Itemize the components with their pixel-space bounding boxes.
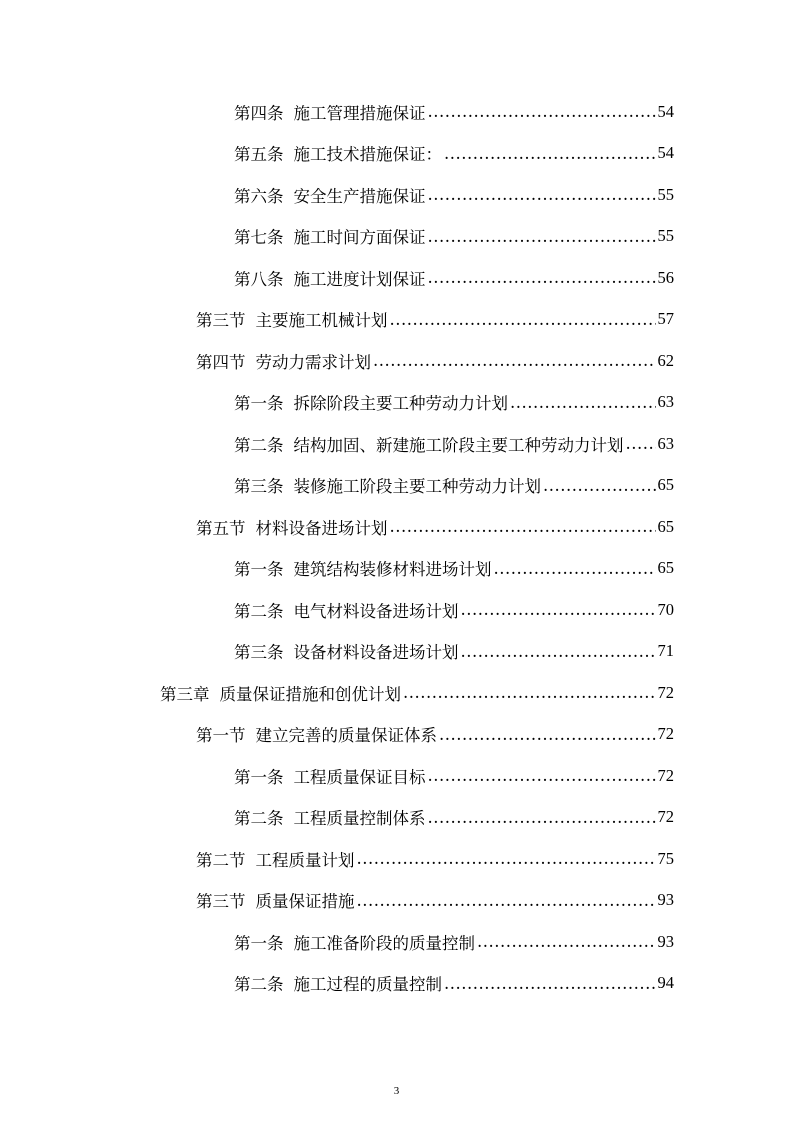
toc-entry[interactable] [0,257,674,299]
toc-entry-page: 54 [657,101,674,121]
toc-leader-dots [373,351,656,370]
toc-entry-page: 54 [657,143,674,163]
toc-leader-dots [439,725,656,744]
toc-entry[interactable] [0,714,674,756]
toc-entry-page: 70 [657,599,674,619]
toc-entry-page: 75 [657,848,674,868]
toc-leader-dots [428,808,656,827]
toc-entry-page: 72 [657,682,674,702]
toc-entry[interactable] [0,921,674,963]
toc-entry-number: 第一条 [234,933,284,953]
toc-leader-dots [510,393,656,412]
toc-entry-page: 62 [657,350,674,370]
toc-entry[interactable] [0,797,674,839]
toc-entry-page: 72 [657,807,674,827]
toc-entry-title: 工程质量保证目标 [293,767,426,787]
toc-entry-page: 72 [657,724,674,744]
toc-entry[interactable] [0,880,674,922]
toc-leader-dots [626,434,656,453]
toc-entry-title: 施工时间方面保证 [293,228,426,248]
toc-leader-dots [428,766,656,785]
toc-entry-number: 第五节 [196,518,246,538]
toc-entry[interactable] [0,382,674,424]
toc-entry[interactable] [0,755,674,797]
toc-entry[interactable] [0,589,674,631]
toc-entry-number: 第二条 [234,601,284,621]
toc-entry-page: 63 [657,392,674,412]
toc-entry-title: 施工过程的质量控制 [293,975,442,995]
toc-list [0,91,674,1004]
toc-leader-dots [390,310,656,329]
toc-entry[interactable] [0,506,674,548]
toc-entry-number: 第一条 [234,394,284,414]
toc-entry-page: 56 [657,267,674,287]
toc-entry-page: 94 [657,973,674,993]
toc-entry-page: 65 [657,558,674,578]
toc-entry-title: 建立完善的质量保证体系 [255,726,437,746]
toc-entry-number: 第一条 [234,767,284,787]
toc-leader-dots [428,102,656,121]
toc-entry-title: 拆除阶段主要工种劳动力计划 [293,394,508,414]
toc-entry-title: 施工技术措施保证： [293,145,442,165]
toc-entry-number: 第二条 [234,435,284,455]
toc-entry[interactable] [0,340,674,382]
toc-entry-number: 第一条 [234,560,284,580]
toc-entry-title: 质量保证措施和创优计划 [219,684,401,704]
toc-entry-page: 65 [657,516,674,536]
toc-entry-title: 质量保证措施 [255,892,355,912]
toc-entry[interactable] [0,91,674,133]
toc-leader-dots [357,891,656,910]
toc-entry[interactable] [0,216,674,258]
toc-entry-title: 装修施工阶段主要工种劳动力计划 [293,477,541,497]
toc-entry-number: 第四条 [234,103,284,123]
toc-entry-number: 第五条 [234,145,284,165]
toc-entry-title: 安全生产措施保证 [293,186,426,206]
toc-entry-page: 63 [657,433,674,453]
toc-leader-dots [543,476,656,495]
toc-entry[interactable] [0,465,674,507]
toc-entry-title: 劳动力需求计划 [255,352,371,372]
toc-entry[interactable] [0,631,674,673]
toc-entry[interactable] [0,548,674,590]
toc-entry-number: 第三节 [196,892,246,912]
toc-entry[interactable] [0,423,674,465]
toc-entry-number: 第三节 [196,311,246,331]
toc-entry[interactable] [0,963,674,1005]
toc-leader-dots [461,600,656,619]
toc-leader-dots [444,144,656,163]
toc-leader-dots [428,227,656,246]
toc-entry-number: 第二节 [196,850,246,870]
toc-entry[interactable] [0,672,674,714]
toc-entry-number: 第七条 [234,228,284,248]
toc-entry-title: 施工管理措施保证 [293,103,426,123]
toc-entry[interactable] [0,838,674,880]
toc-entry-page: 93 [657,890,674,910]
toc-leader-dots [428,268,656,287]
toc-entry-title: 结构加固、新建施工阶段主要工种劳动力计划 [293,435,624,455]
toc-leader-dots [461,642,656,661]
toc-leader-dots [357,849,656,868]
toc-entry-number: 第三条 [234,643,284,663]
toc-entry-title: 主要施工机械计划 [255,311,388,331]
toc-entry-page: 93 [657,931,674,951]
toc-entry-number: 第四节 [196,352,246,372]
page-number: 3 [393,1085,400,1097]
toc-entry-number: 第八条 [234,269,284,289]
toc-leader-dots [477,932,656,951]
toc-entry-number: 第一节 [196,726,246,746]
toc-entry-title: 工程质量控制体系 [293,809,426,829]
toc-entry-title: 建筑结构装修材料进场计划 [293,560,492,580]
toc-entry[interactable] [0,133,674,175]
toc-entry-page: 57 [657,309,674,329]
toc-leader-dots [494,559,656,578]
toc-entry-number: 第三章 [160,684,210,704]
toc-entry-page: 55 [657,184,674,204]
toc-entry-title: 设备材料设备进场计划 [293,643,459,663]
toc-leader-dots [403,683,656,702]
toc-leader-dots [428,185,656,204]
toc-entry-number: 第二条 [234,809,284,829]
toc-leader-dots [390,517,656,536]
toc-leader-dots [444,974,656,993]
toc-entry-number: 第三条 [234,477,284,497]
toc-entry-page: 65 [657,475,674,495]
toc-entry[interactable] [0,299,674,341]
toc-entry-title: 施工进度计划保证 [293,269,426,289]
toc-entry-title: 电气材料设备进场计划 [293,601,459,621]
toc-entry-title: 材料设备进场计划 [255,518,388,538]
toc-entry-page: 72 [657,765,674,785]
table-of-contents [0,91,793,1004]
toc-entry-title: 工程质量计划 [255,850,355,870]
toc-entry-number: 第六条 [234,186,284,206]
toc-entry[interactable] [0,174,674,216]
toc-entry-title: 施工准备阶段的质量控制 [293,933,475,953]
toc-entry-number: 第二条 [234,975,284,995]
toc-entry-page: 71 [657,641,674,661]
toc-entry-page: 55 [657,226,674,246]
